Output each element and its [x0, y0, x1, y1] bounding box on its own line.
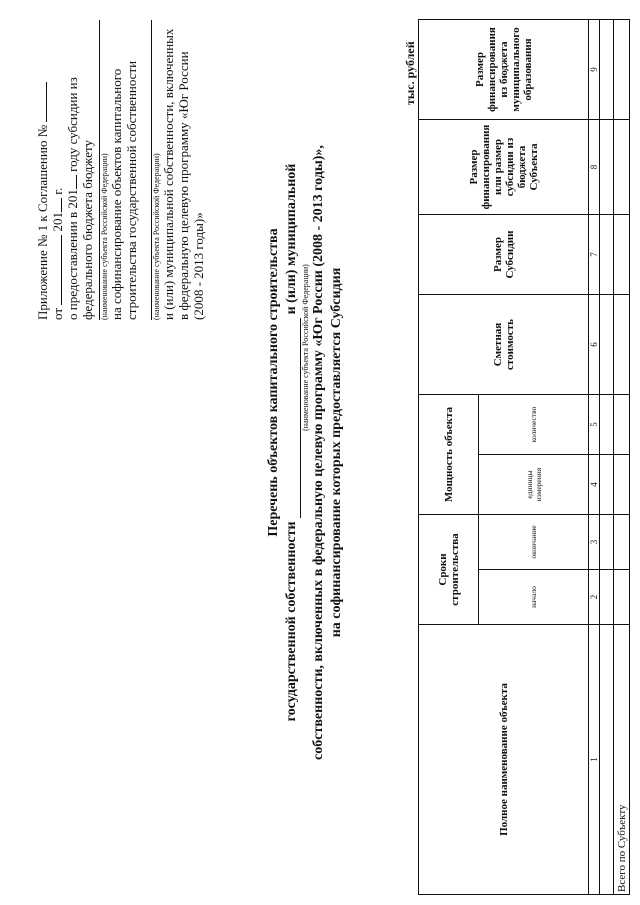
empty-cell — [600, 625, 614, 895]
col-number: 7 — [589, 215, 600, 295]
col-number: 9 — [589, 20, 600, 120]
header-municipal-fin: Размер финансирования из бюджета муниципального образования — [419, 20, 589, 120]
empty-cell — [614, 120, 630, 215]
document-title — [265, 0, 346, 905]
empty-cell — [614, 570, 630, 625]
empty-cell — [614, 455, 630, 515]
header-capacity-unit: единицы измерения — [479, 455, 589, 515]
col-number: 8 — [589, 120, 600, 215]
appendix-from: от — [50, 307, 65, 320]
agreement-number-blank — [46, 82, 47, 122]
header-terms-end: окончание — [479, 515, 589, 570]
appendix-year-suffix: г. — [50, 187, 65, 195]
year-blank — [61, 198, 62, 212]
empty-cell — [600, 120, 614, 215]
empty-cell — [614, 215, 630, 295]
empty-cell — [614, 515, 630, 570]
header-capacity-qty: количество — [479, 395, 589, 455]
appendix-line3: о предоставлении в 201 — [65, 189, 80, 320]
total-row-label: Всего по Субъекту — [614, 625, 630, 895]
col-number: 4 — [589, 455, 600, 515]
col-number: 3 — [589, 515, 600, 570]
title-line3: собственности, включенных в федеральную целевую программу «Юг России (2008 - 2013 годы)», — [311, 145, 326, 760]
empty-cell — [600, 215, 614, 295]
appendix-year: 201 — [50, 211, 65, 232]
empty-cell — [614, 295, 630, 395]
empty-cell — [600, 395, 614, 455]
purpose-1: на софинансирование объектов капитального строительства государственной собственности — [109, 60, 139, 320]
title-line4: на софинансирование которых предоставляется Субсидия — [329, 267, 344, 638]
col-number: 2 — [589, 570, 600, 625]
date-blank — [61, 235, 62, 305]
unit-label: тыс. рублей — [403, 41, 417, 105]
empty-cell — [614, 395, 630, 455]
appendix-line1: Приложение № 1 к Соглашению № — [35, 124, 50, 320]
header-estimate: Сметная стоимость — [419, 295, 589, 395]
header-subject-fin: Размер финансирования или размер субсидии из бюджета Субъекта — [419, 120, 589, 215]
col-number: 1 — [589, 625, 600, 895]
appendix-line3-suffix: году субсидии из — [65, 77, 80, 172]
empty-cell — [600, 515, 614, 570]
title-line2-right: и (или) муниципальной — [284, 163, 299, 315]
subject-caption-2: (наименование субъекта Российской Федерации) — [152, 153, 161, 320]
header-name: Полное наименование объекта — [419, 625, 589, 895]
empty-cell — [600, 20, 614, 120]
empty-cell — [614, 20, 630, 120]
empty-cell — [600, 455, 614, 515]
purpose-2: и (или) муниципальной собственности, включенных в федеральную целевую программу «Юг России (2008 - 2013 годы)» — [161, 28, 206, 320]
col-number: 6 — [589, 295, 600, 395]
empty-cell — [600, 295, 614, 395]
header-subsidy: Размер Субсидии — [419, 215, 589, 295]
header-terms: Сроки строительства — [419, 515, 479, 625]
header-capacity: Мощность объекта — [419, 395, 479, 515]
title-subject-caption: (наименование субъекта Российской Федерации) — [301, 264, 310, 431]
col-number: 5 — [589, 395, 600, 455]
objects-table — [418, 19, 630, 895]
subject-caption-1: (наименование субъекта Российской Федерации) — [100, 153, 109, 320]
title-line1: Перечень объектов капитального строительства — [266, 228, 281, 537]
appendix-line4: федерального бюджета бюджету — [80, 139, 95, 320]
appendix-block — [35, 20, 206, 320]
empty-cell — [600, 570, 614, 625]
title-line2-left: государственной собственности — [284, 521, 299, 722]
subsidy-year-blank — [76, 175, 77, 189]
header-terms-start: начало — [479, 570, 589, 625]
